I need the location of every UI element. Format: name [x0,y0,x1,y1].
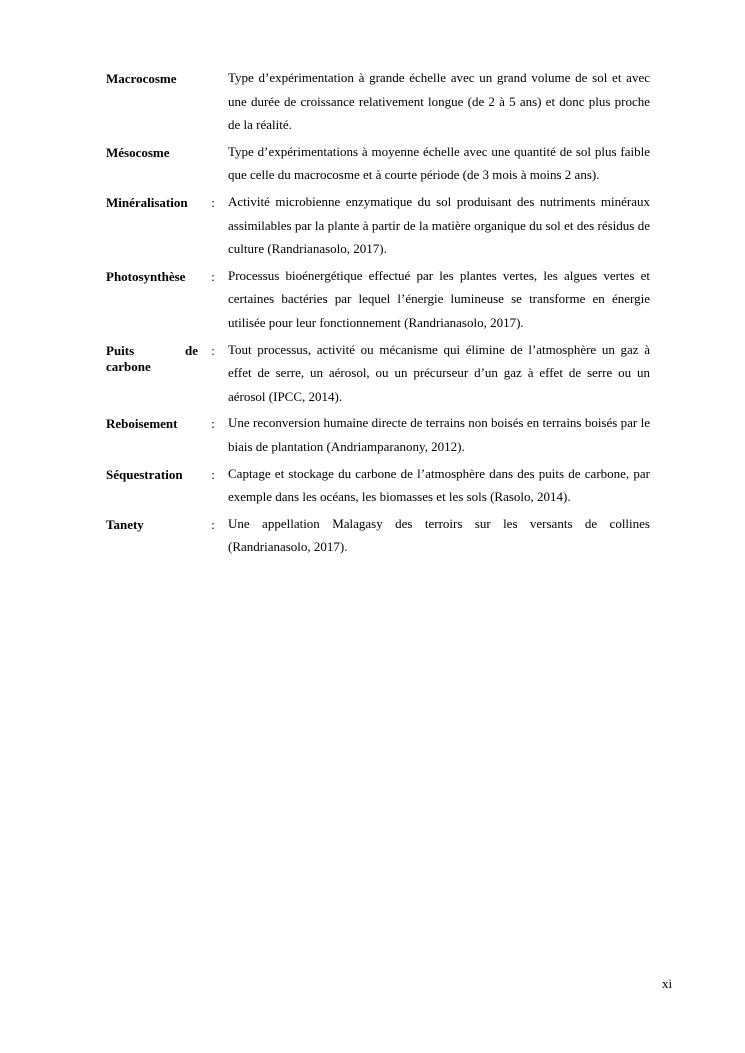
glossary-definition: Processus bioénergétique effectué par les plantes vertes, les algues vertes et certaines bactéries par lequel l’énergie lumineuse se transforme en énergie utilisée pour leur fonctionnement (Randrianasolo, 2017). [228,267,650,330]
glossary-entry-reboisement [106,411,650,461]
glossary-term: Minéralisation [106,194,188,210]
glossary-definition: Activité microbienne enzymatique du sol produisant des nutriments minéraux assimilables par la plante à partir de la matière organique du sol et des résidus de culture (Randrianasolo, 2017). [228,193,650,257]
term-separator [198,66,228,71]
glossary-definition: Tout processus, activité ou mécanisme qui élimine de l’atmosphère un gaz à effet de serre, un aérosol, ou un précurseur d’un gaz à effet de serre ou un aérosol (IPCC, 2014). [228,341,650,404]
glossary-definition: Une appellation Malagasy des terroirs sur les versants de collines (Randrianasolo, 2017). [228,515,650,555]
glossary-term: Séquestration [106,466,183,482]
glossary-term: Puits de carbone [106,342,198,374]
glossary-entry-photosynthese [106,264,650,338]
glossary-definition: Une reconversion humaine directe de terrains non boisés en terrains boisés par le biais de plantation (Andriamparanony, 2012). [228,415,650,454]
glossary-definition: Type d’expérimentation à grande échelle avec un grand volume de sol et avec une durée de croissance relativement longue (de 2 à 5 ans) et donc plus proche de la réalité. [228,70,650,133]
term-separator: : [211,194,215,210]
term-separator: : [211,342,215,358]
glossary-entry-mesocosme [106,140,650,190]
glossary-entry-puits-de-carbone [106,338,650,412]
glossary-term: Tanety [106,516,144,532]
glossary-list [106,66,650,562]
glossary-term: Mésocosme [106,144,170,160]
glossary-term: Photosynthèse [106,268,186,284]
glossary-entry-sequestration [106,462,650,512]
term-separator: : [211,466,215,482]
term-separator: : [211,516,215,532]
term-separator: : [211,268,215,284]
glossary-entry-macrocosme [106,66,650,140]
glossary-term: Reboisement [106,416,178,432]
glossary-entry-tanety [106,512,650,562]
glossary-definition: Type d’expérimentations à moyenne échelle avec une quantité de sol plus faible que celle du macrocosme et à courte période (de 3 mois à moins 2 ans). [228,143,650,183]
glossary-definition: Captage et stockage du carbone de l’atmosphère dans des puits de carbone, par exemple dans les océans, les biomasses et les sols (Rasolo, 2014). [228,465,650,505]
glossary-entry-mineralisation [106,190,650,264]
glossary-term: Macrocosme [106,71,177,86]
term-separator: : [211,416,215,432]
page-number: xi [662,976,673,991]
term-separator [198,140,228,145]
